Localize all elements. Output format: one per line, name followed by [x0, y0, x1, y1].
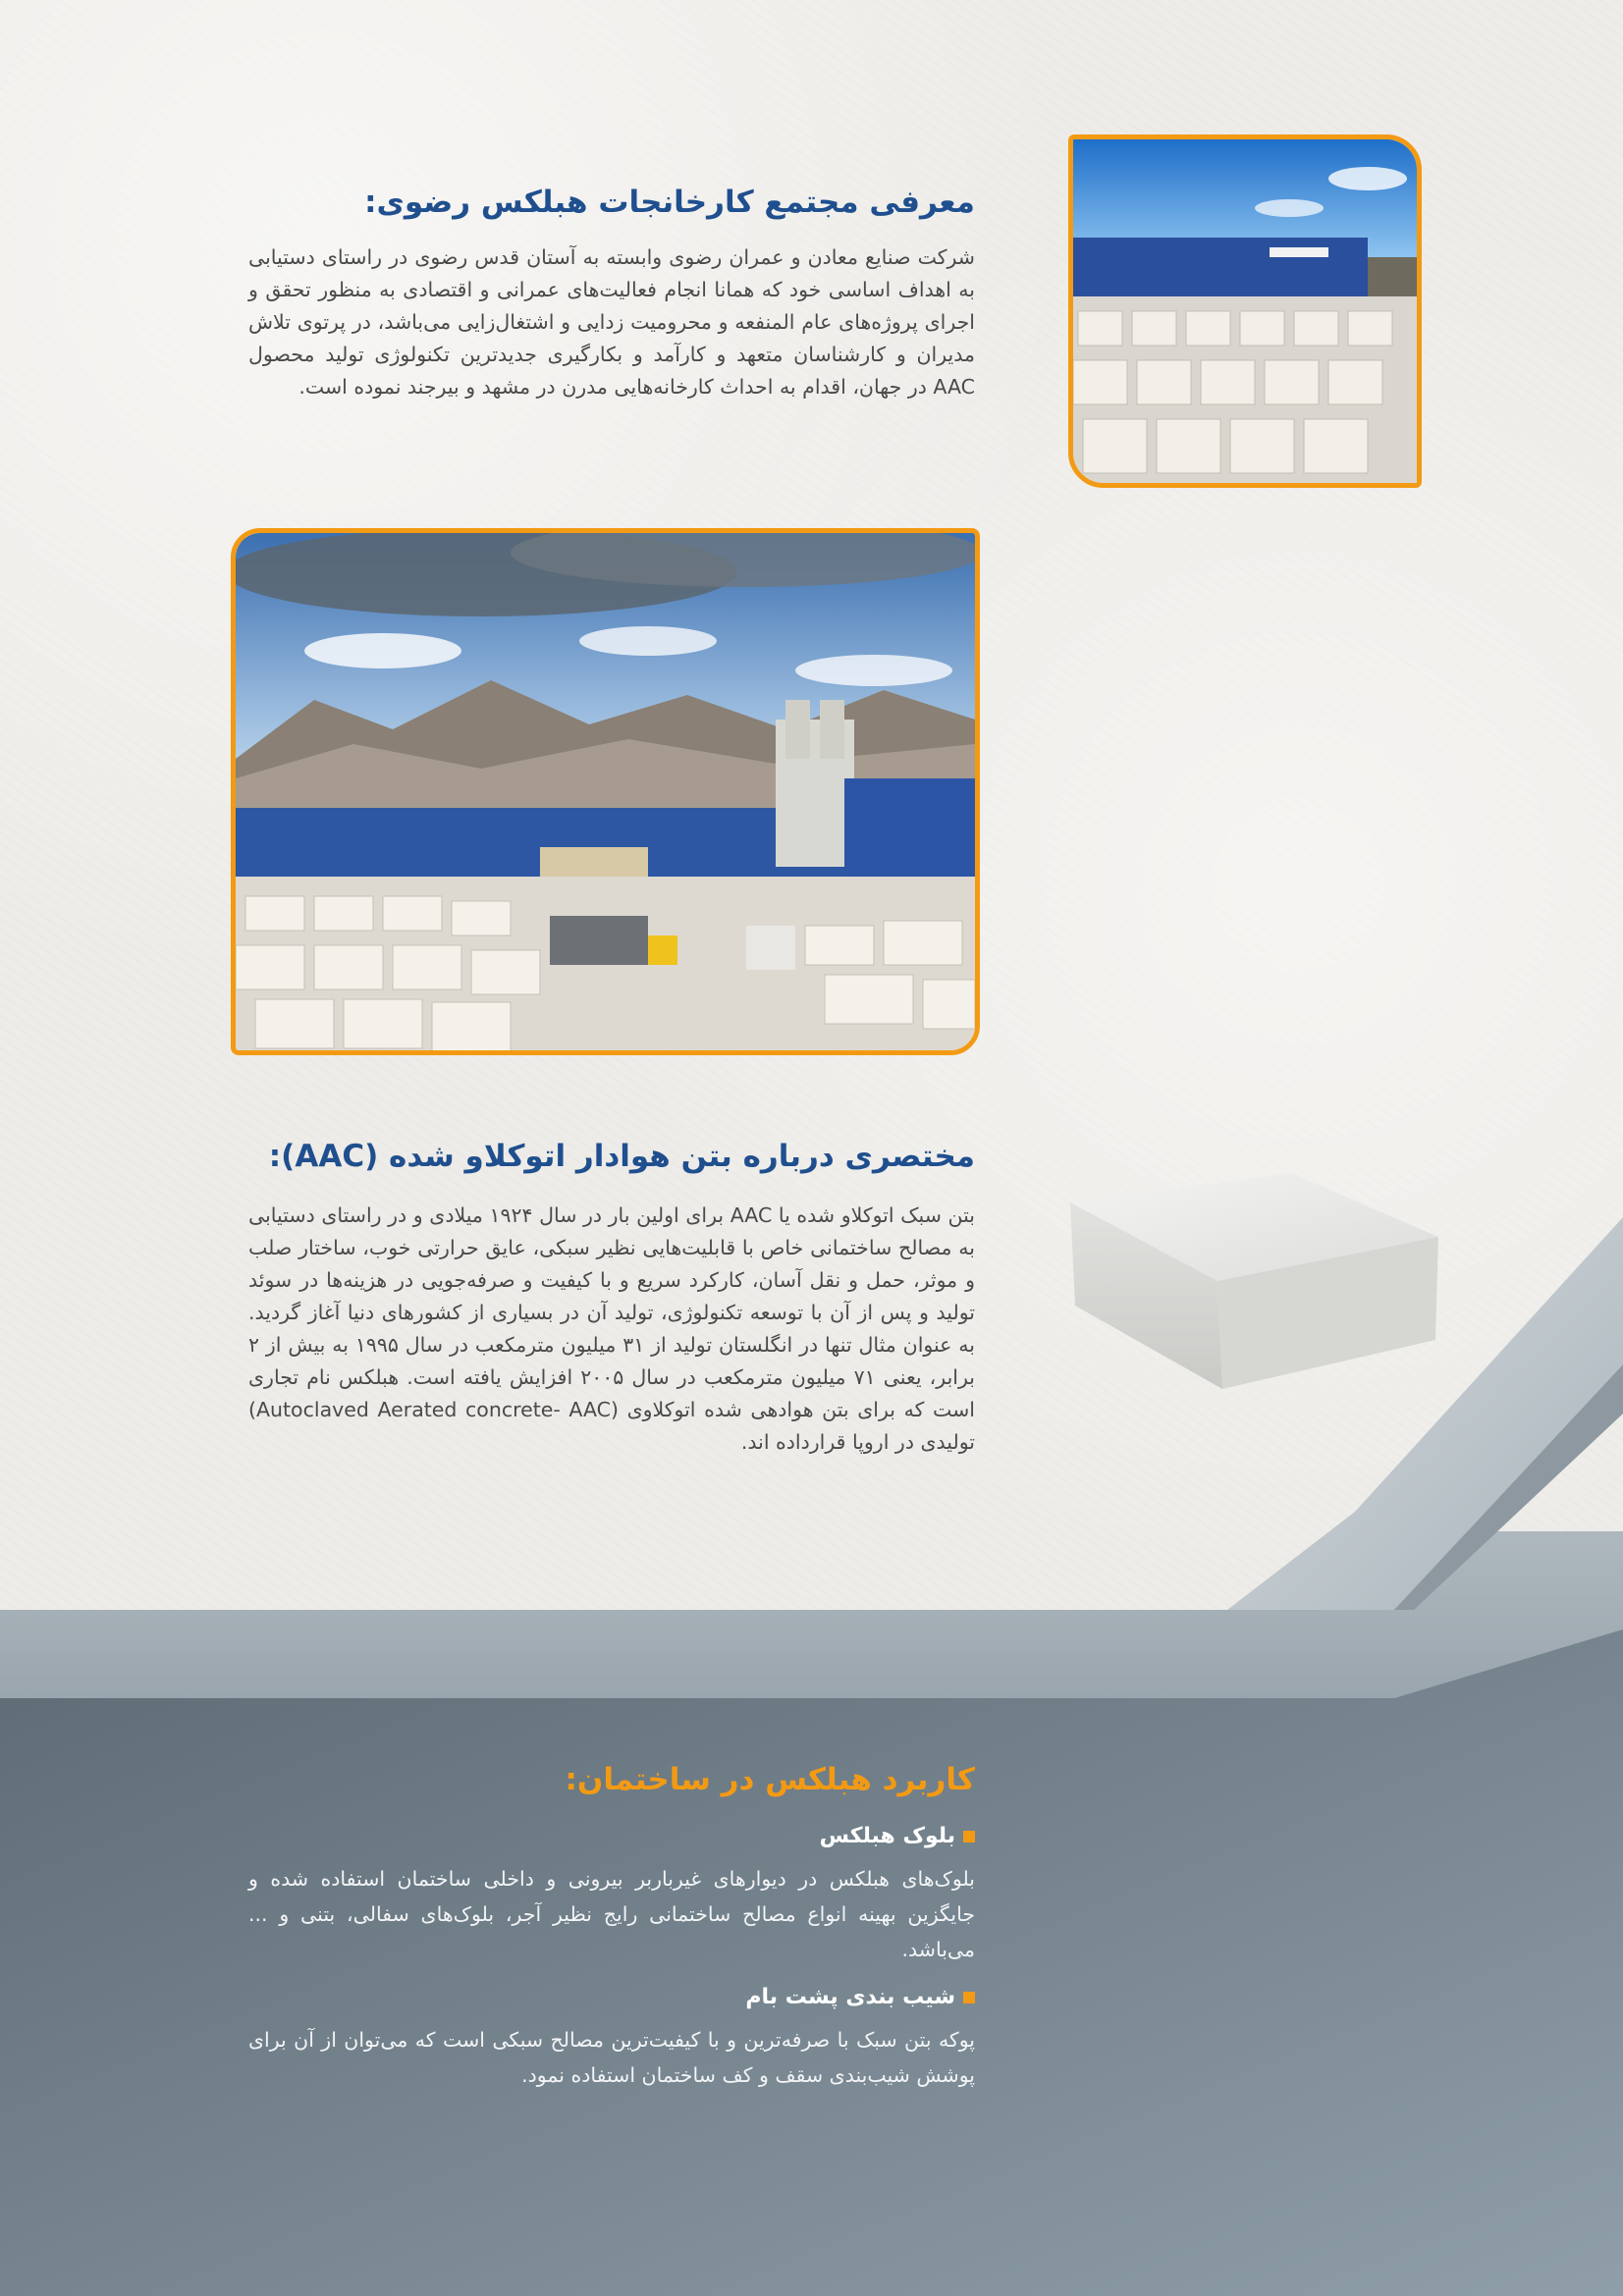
factory-photo-small: [1068, 134, 1422, 488]
item2-heading-text: شیب بندی پشت بام: [745, 1985, 955, 2009]
section1-body: شرکت صنایع معادن و عمران رضوی وابسته به آستان قدس رضوی در راستای دستیابی به اهداف اساسی خود که همانا انجام فعالیت‌های عمرانی و اقتصادی به منظور تحقق و اجرای پروژه‌های عام المنفعه و محرومیت زدایی و اشتغال‌زایی می‌باشد، در پرتوی تلاش مدیران و کارشناسان متعهد و کارآمد و بکارگیری جدیدترین تکنولوژی تولید محصول AAC در جهان، اقدام به احداث کارخانه‌هایی مدرن در مشهد و بیرجند نموده است.: [248, 245, 975, 399]
item1-body: بلوک‌های هبلکس در دیوارهای غیرباربر بیرونی و داخلی ساختمان استفاده شده و جایگزین بهینه انواع مصالح ساختمانی رایج نظیر آجر، بلوک‌های سفالی، بتنی و ... می‌باشد.: [248, 1867, 975, 1961]
bullet-square-icon: [963, 1831, 975, 1842]
aac-block-image: [1060, 1163, 1443, 1394]
item2-heading: [745, 1985, 975, 2009]
item1-heading-text: بلوک هبلکس: [819, 1824, 955, 1848]
item2-body: پوکه بتن سبک با صرفه‌ترین و با کیفیت‌ترین مصالح سبکی است که می‌توان از آن برای پوشش شیب‌بندی سقف و کف ساختمان استفاده نمود.: [248, 2028, 975, 2087]
section3-title: کاربرد هبلکس در ساختمان:: [565, 1762, 975, 1797]
bullet-square-icon: [963, 1992, 975, 2003]
section2-body: بتن سبک اتوکلاو شده یا AAC برای اولین بار در سال ۱۹۲۴ میلادی و در راستای دستیابی به مصالح ساختمانی خاص با قابلیت‌هایی نظیر سبکی، عایق حرارتی خوب، ساختار صلب و موثر، حمل و نقل آسان، کارکرد سریع و با کیفیت و صرفه‌جویی در هزینه‌ها در سوئد تولید و پس از آن با توسعه تکنولوژی، تولید آن در بسیاری از کشورهای دنیا آغاز گردید. به عنوان مثال تنها در انگلستان تولید از ۳۱ میلیون مترمکعب در سال ۱۹۹۵ به بیش از ۲ برابر، یعنی ۷۱ میلیون مترمکعب در سال ۲۰۰۵ افزایش یافته است. هبلکس نام تجاری است که برای بتن هوادهی شده اتوکلاوی (Autoclaved Aerated concrete- AAC) تولیدی در اروپا قرارداده اند.: [248, 1203, 976, 1454]
factory-photo-large: [231, 528, 980, 1055]
section1-title: معرفی مجتمع کارخانجات هبلکس رضوی:: [364, 185, 975, 220]
section2-title: مختصری درباره بتن هوادار اتوکلاو شده (AAC):: [268, 1139, 975, 1174]
item1-heading: [820, 1824, 975, 1848]
